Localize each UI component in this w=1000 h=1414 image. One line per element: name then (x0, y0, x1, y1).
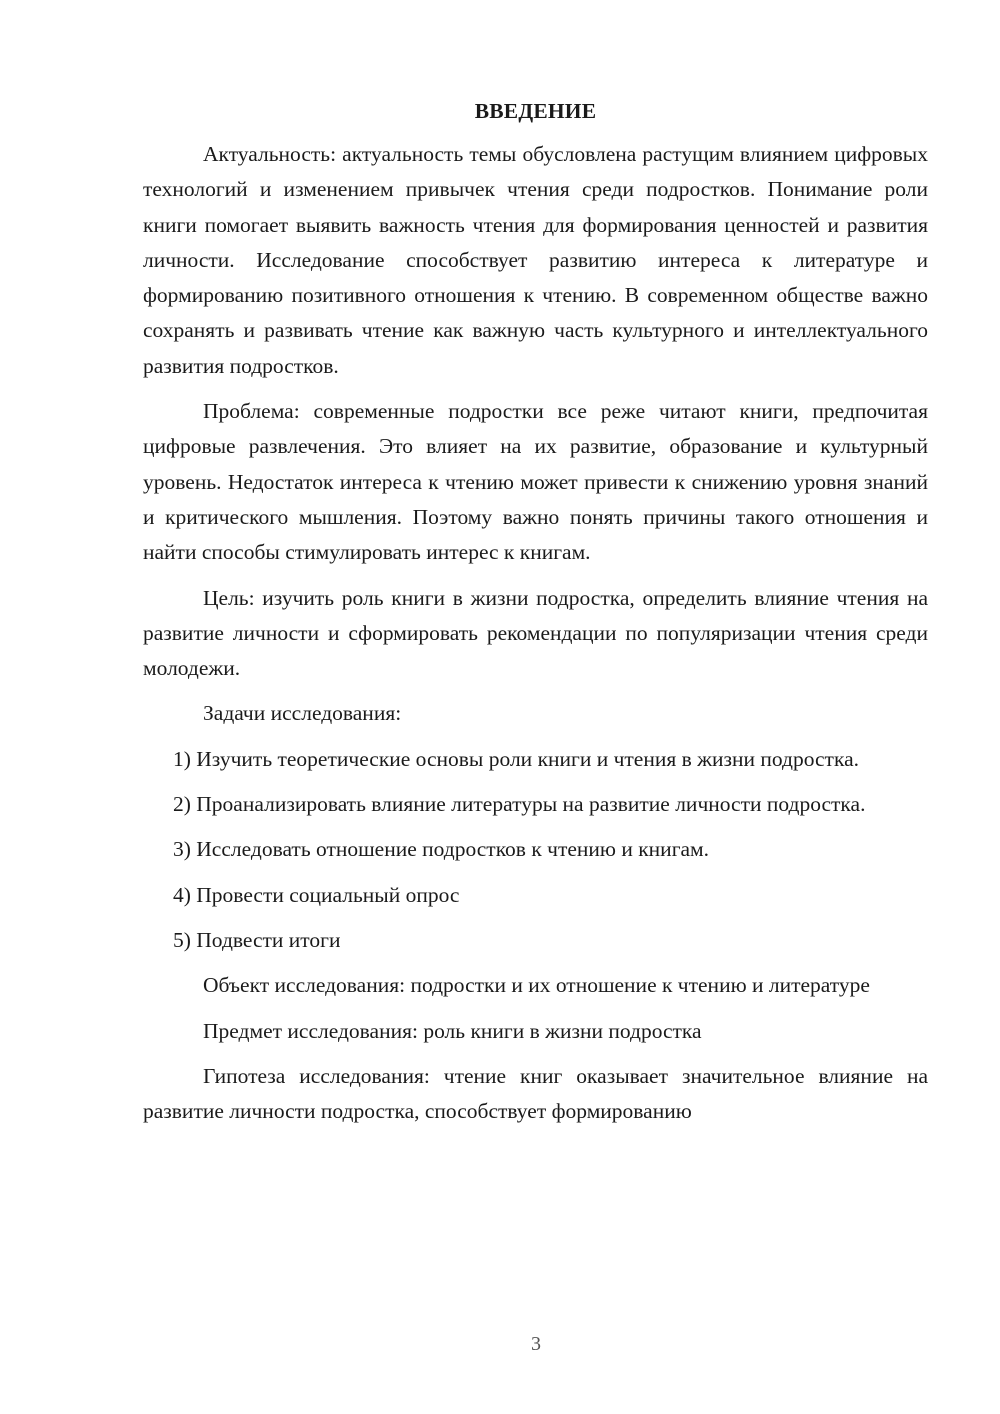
problem-paragraph: Проблема: современные подростки все реже читают книги, предпочитая цифровые развлечения. Это влияет на их развитие, образование и культурный уровень. Недостаток интереса к чтению может привести к снижению уровня знаний и критического мышления. Поэтому важно понять причины такого отношения и найти способы стимулировать интерес к книгам. (143, 399, 928, 565)
task-item: 1) Изучить теоретические основы роли книги и чтения в жизни подростка. (173, 746, 859, 771)
section-title: ВВЕДЕНИЕ (474, 99, 597, 123)
research-subject-paragraph: Предмет исследования: роль книги в жизни подростка (203, 1018, 702, 1043)
task-item: 2) Проанализировать влияние литературы на развитие личности подростка. (173, 792, 866, 817)
document-body (143, 96, 928, 1139)
relevance-paragraph: Актуальность: актуальность темы обусловлена растущим влиянием цифровых технологий и изменением привычек чтения среди подростков. Понимание роли книги помогает выявить важность чтения для формирования ценностей и развития личности. Исследование способствует развитию интереса к литературе и формированию позитивного отношения к чтению. В современном обществе важно сохранять и развивать чтение как важную часть культурного и интеллектуального развития подростков. (143, 142, 928, 378)
task-item: 4) Провести социальный опрос (173, 882, 460, 907)
hypothesis-paragraph: Гипотеза исследования: чтение книг оказывает значительное влияние на развитие личности подростка, способствует формированию (143, 1063, 928, 1124)
page-number: 3 (531, 1333, 541, 1355)
tasks-heading: Задачи исследования: (203, 701, 402, 726)
task-item: 5) Подвести итоги (173, 927, 341, 952)
goal-paragraph: Цель: изучить роль книги в жизни подростка, определить влияние чтения на развитие личности и сформировать рекомендации по популяризации чтения среди молодежи. (143, 585, 928, 681)
task-item: 3) Исследовать отношение подростков к чтению и книгам. (173, 837, 710, 862)
research-object-paragraph: Объект исследования: подростки и их отношение к чтению и литературе (203, 973, 870, 998)
